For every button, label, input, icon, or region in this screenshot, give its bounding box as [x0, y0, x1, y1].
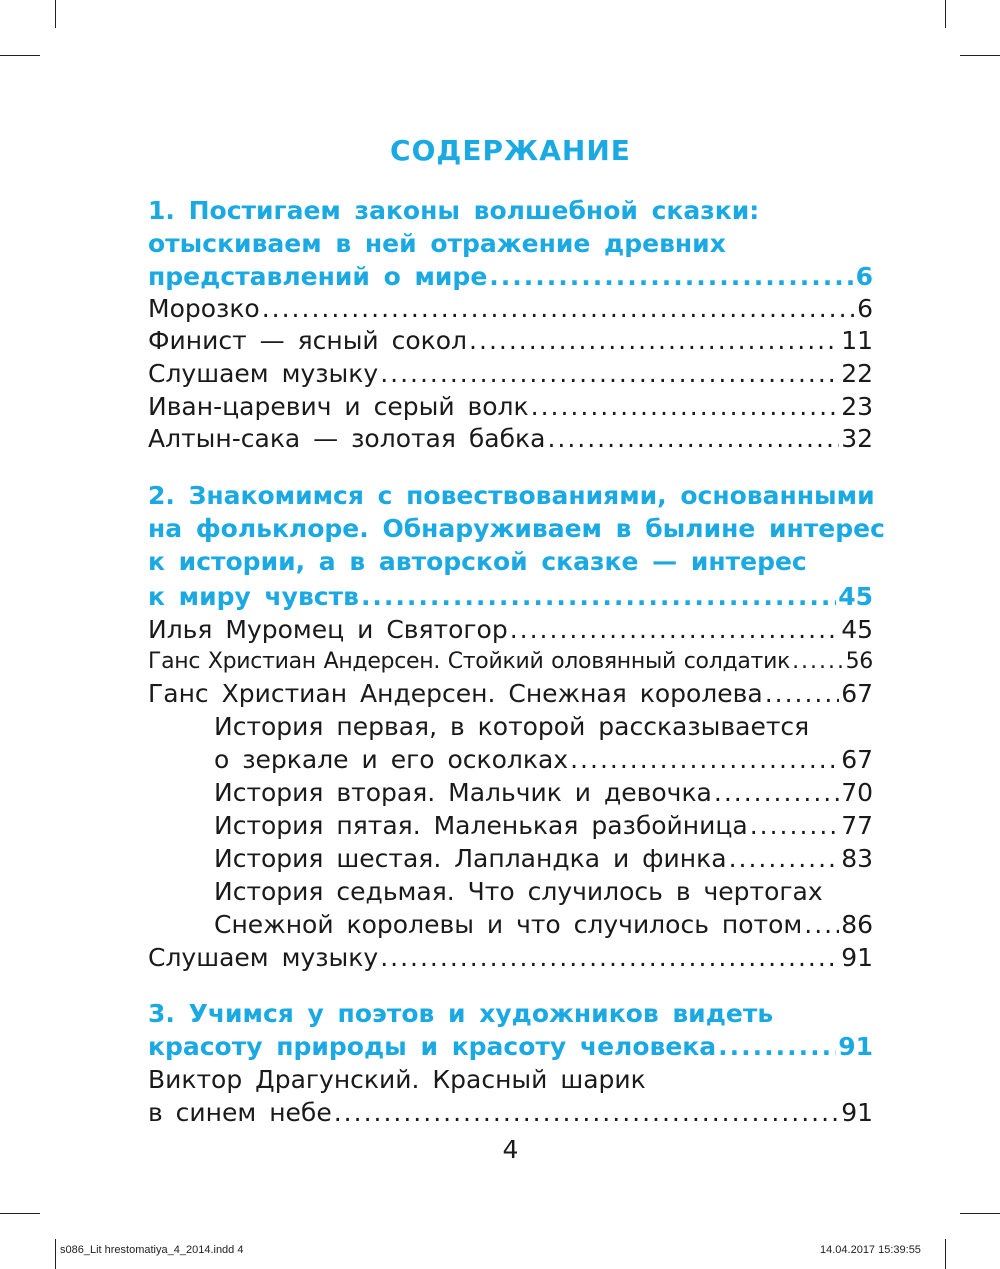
- page-number: 4: [502, 1135, 519, 1164]
- crop-mark: [0, 1213, 40, 1214]
- page-title: СОДЕРЖАНИЕ: [390, 134, 631, 167]
- crop-mark: [55, 0, 56, 28]
- toc-entry-line: Виктор Драгунский. Красный шарик: [148, 1065, 646, 1094]
- crop-mark: [55, 1239, 56, 1269]
- toc-subentry[interactable]: о зеркале и его осколках ..... 67: [214, 743, 873, 776]
- section-heading-entry[interactable]: красоту природы и красоту человека ..... 91: [148, 1030, 873, 1063]
- section-heading-line: 1. Постигаем законы волшебной сказки:: [148, 196, 760, 225]
- section-heading-line: на фольклоре. Обнаруживаем в былине интерес: [148, 514, 885, 543]
- section-heading-line: 3. Учимся у поэтов и художников видеть: [148, 999, 774, 1028]
- section-heading-line: 2. Знакомимся с повествованиями, основанными: [148, 481, 875, 510]
- toc-subentry[interactable]: История шестая. Лапландка и финка ..... 83: [214, 842, 873, 875]
- toc-entry[interactable]: в синем небе ..... 91: [148, 1096, 873, 1129]
- toc-entry[interactable]: Ганс Христиан Андерсен. Стойкий оловянный солдатик ..... 56: [148, 645, 873, 678]
- toc-subentry-line: История седьмая. Что случилось в чертогах: [214, 877, 823, 906]
- toc-subentry[interactable]: История вторая. Мальчик и девочка ..... 70: [214, 776, 873, 809]
- crop-mark: [945, 0, 946, 28]
- toc-subentry[interactable]: История пятая. Маленькая разбойница ..... 77: [214, 809, 873, 842]
- toc-entry[interactable]: Финист — ясный сокол ..... 11: [148, 324, 873, 357]
- toc-subentry-line: История первая, в которой рассказывается: [214, 712, 810, 741]
- toc-entry[interactable]: Илья Муромец и Святогор ..... 45: [148, 613, 873, 646]
- section-heading-line: к истории, а в авторской сказке — интерес: [148, 547, 807, 576]
- crop-mark: [0, 55, 40, 56]
- slug-datetime: 14.04.2017 15:39:55: [820, 1244, 921, 1256]
- toc-entry[interactable]: Иван-царевич и серый волк ..... 23: [148, 390, 873, 423]
- section-heading-entry[interactable]: к миру чувств ..... 45: [148, 580, 873, 613]
- toc-subentry[interactable]: Снежной королевы и что случилось потом ..... 86: [214, 908, 873, 941]
- slug-filename: s086_Lit hrestomatiya_4_2014.indd 4: [60, 1244, 244, 1256]
- crop-mark: [960, 55, 1000, 56]
- toc-entry[interactable]: Ганс Христиан Андерсен. Снежная королева ..... 67: [148, 677, 873, 710]
- crop-mark: [960, 1213, 1000, 1214]
- toc-entry[interactable]: Алтын-сака — золотая бабка ..... 32: [148, 422, 873, 455]
- section-heading-line: отыскиваем в ней отражение древних: [148, 229, 726, 258]
- toc-entry[interactable]: Слушаем музыку ..... 91: [148, 941, 873, 974]
- toc-entry[interactable]: Слушаем музыку ..... 22: [148, 357, 873, 390]
- toc-entry[interactable]: Морозко ..... 6: [148, 292, 873, 325]
- section-heading-entry[interactable]: представлений о мире ..... 6: [148, 260, 873, 293]
- crop-mark: [945, 1239, 946, 1269]
